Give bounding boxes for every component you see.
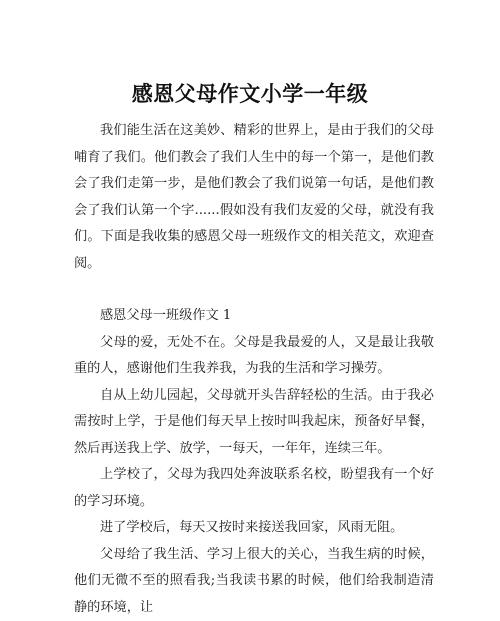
section-heading: 感恩父母一班级作文 1: [74, 303, 434, 330]
body-paragraph: 上学校了，父母为我四处奔波联系名校，盼望我有一个好的学习环境。: [74, 462, 434, 515]
document-title: 感恩父母作文小学一年级: [0, 78, 500, 108]
body-paragraph: 自从上幼儿园起，父母就开头告辞轻松的生活。由于我必需按时上学，于是他们每天早上按时叫我起床，预备好早餐，然后再送我上学、放学，一每天，一年年，连续三年。: [74, 383, 434, 463]
body-paragraph: 进了学校后，每天又按时来接送我回家，风雨无阻。: [74, 515, 434, 542]
document-body: [74, 118, 434, 621]
body-paragraph: 父母给了我生活、学习上很大的关心，当我生病的时候，他们无微不至的照看我;当我读书累的时候，他们给我制造清静的环境，让: [74, 542, 434, 621]
body-paragraph: 父母的爱，无处不在。父母是我最爱的人，又是最让我敬重的人，感谢他们生我养我，为我的生活和学习操劳。: [74, 330, 434, 383]
intro-paragraph: 我们能生活在这美妙、精彩的世界上，是由于我们的父母哺育了我们。他们教会了我们人生中的每一个第一，是他们教会了我们走第一步，是他们教会了我们说第一句话，是他们教会了我们认第一个字......假如没有我们友爱的父母，就没有我们。下面是我收集的感恩父母一班级作文的相关范文，欢迎查阅。: [74, 118, 434, 277]
paragraph-spacer: [74, 277, 434, 303]
